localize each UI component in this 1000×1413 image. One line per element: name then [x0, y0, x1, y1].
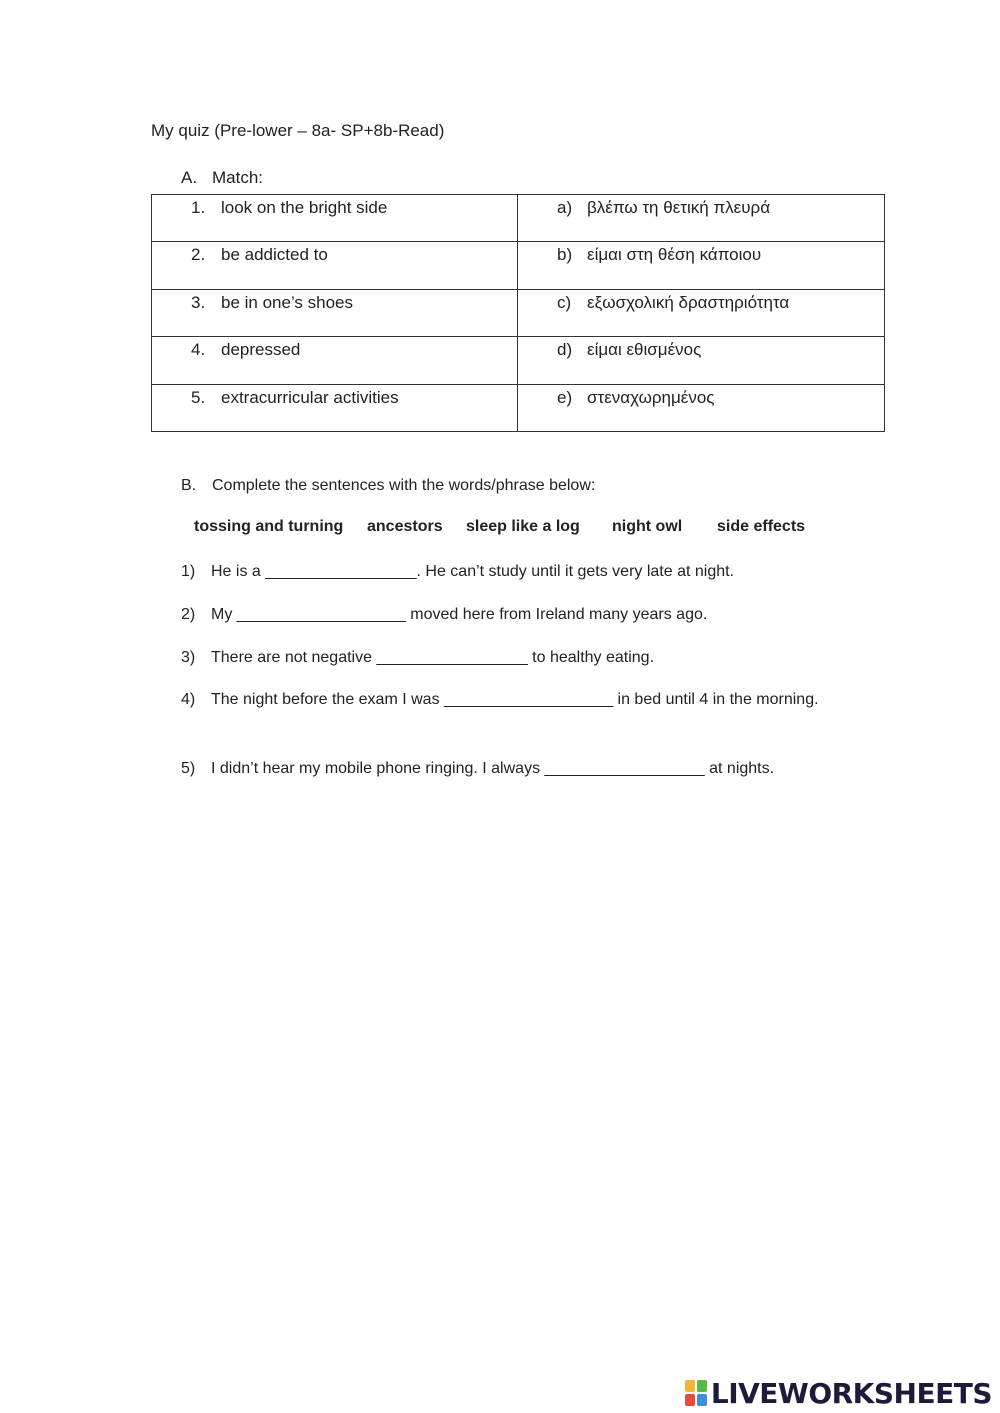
sentence-text: The night before the exam I was ___________________ in bed until 4 in the morning.: [211, 691, 819, 708]
item-number: 5.: [191, 388, 206, 407]
match-right-cell: [518, 242, 885, 290]
item-phrase: be addicted to: [221, 245, 328, 264]
word-bank-item: sleep like a log: [466, 518, 580, 535]
section-a-label: A.: [181, 168, 198, 187]
sentence-text: There are not negative _________________ to healthy eating.: [211, 649, 655, 666]
sentence-number: 3): [181, 649, 196, 666]
table-row: [152, 242, 885, 290]
section-a-title: Match:: [212, 168, 264, 187]
item-translation: είμαι στη θέση κάποιου: [587, 245, 762, 264]
table-row: [152, 195, 885, 242]
item-number: 4.: [191, 340, 206, 359]
item-letter: a): [557, 198, 573, 217]
word-bank-item: ancestors: [367, 518, 443, 535]
item-translation: εξωσχολική δραστηριότητα: [587, 293, 790, 312]
logo-square: [697, 1394, 707, 1406]
worksheet-title: My quiz (Pre-lower – 8a- SP+8b-Read): [151, 121, 445, 140]
logo-square: [685, 1380, 695, 1392]
logo-square: [697, 1380, 707, 1392]
item-number: 1.: [191, 198, 206, 217]
table-row: [152, 337, 885, 385]
sentence-text: He is a _________________. He can’t study until it gets very late at night.: [211, 563, 735, 580]
match-right-cell: [518, 337, 885, 385]
word-bank-item: night owl: [612, 518, 683, 535]
table-row: [152, 290, 885, 337]
item-phrase: extracurricular activities: [221, 388, 399, 407]
sentence-item: [181, 559, 821, 585]
item-translation: είμαι εθισμένος: [587, 340, 702, 359]
sentence-number: 4): [181, 691, 196, 708]
match-left-cell: [152, 242, 518, 290]
match-right-cell: [518, 290, 885, 337]
match-right-cell: [518, 385, 885, 432]
match-right-cell: [518, 195, 885, 242]
section-a-heading: [181, 168, 263, 188]
logo-square: [685, 1394, 695, 1406]
sentence-text: I didn’t hear my mobile phone ringing. I always __________________ at nights.: [211, 760, 775, 777]
item-translation: βλέπω τη θετική πλευρά: [587, 198, 771, 217]
sentence-item: [181, 602, 821, 628]
section-b-heading: [181, 477, 595, 495]
section-b-label: B.: [181, 477, 197, 494]
item-letter: e): [557, 388, 573, 407]
item-phrase: be in one’s shoes: [221, 293, 354, 312]
sentence-number: 5): [181, 760, 196, 777]
match-table: [151, 194, 885, 432]
match-left-cell: [152, 385, 518, 432]
sentence-text: My ___________________ moved here from Ireland many years ago.: [211, 606, 708, 623]
word-bank-item: tossing and turning: [194, 518, 344, 535]
item-number: 2.: [191, 245, 206, 264]
liveworksheets-logo[interactable]: [685, 1377, 992, 1409]
section-b-title: Complete the sentences with the words/phrase below:: [212, 477, 596, 494]
sentence-number: 2): [181, 606, 196, 623]
item-letter: b): [557, 245, 573, 264]
item-phrase: depressed: [221, 340, 301, 359]
logo-text: LIVEWORKSHEETS: [710, 1376, 992, 1410]
logo-grid-icon: [685, 1380, 707, 1406]
word-bank-item: side effects: [717, 518, 806, 535]
match-left-cell: [152, 290, 518, 337]
table-row: [152, 385, 885, 432]
item-letter: d): [557, 340, 573, 359]
item-phrase: look on the bright side: [221, 198, 388, 217]
match-left-cell: [152, 337, 518, 385]
sentence-item: [181, 645, 821, 671]
sentence-number: 1): [181, 563, 196, 580]
sentence-item: [181, 687, 821, 713]
item-translation: στεναχωρημένος: [587, 388, 715, 407]
item-letter: c): [557, 293, 572, 312]
match-left-cell: [152, 195, 518, 242]
sentence-item: [181, 756, 821, 782]
item-number: 3.: [191, 293, 206, 312]
